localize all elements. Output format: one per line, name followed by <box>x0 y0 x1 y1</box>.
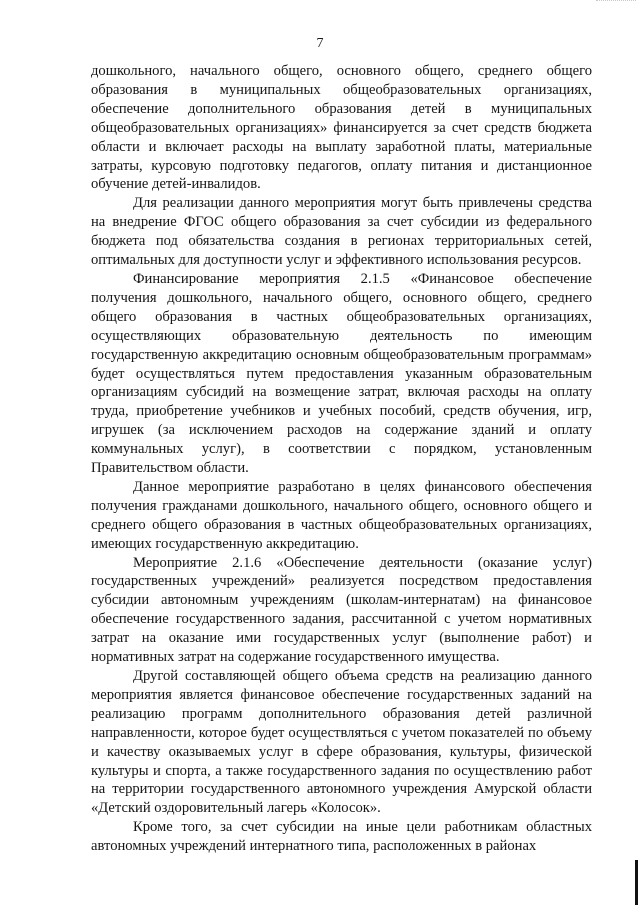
document-body <box>91 62 592 856</box>
paragraph-other-component: Другой составляющей общего объема средств на реализацию данного мероприятия является финансовое обеспечение государственных заданий на реализацию программ дополнительного образования детей различной направленности, которое будет осуществляться с учетом показателей по объему и качеству оказываемых услуг в сфере образования, культуры, физической культуры и спорта, а также государственного задания по осуществлению работ на территории государственного автономного учреждения Амурской области «Детский оздоровительный лагерь «Колосок». <box>91 668 592 817</box>
paragraph-measure-purpose: Данное мероприятие разработано в целях финансового обеспечения получения гражданами дошкольного, начального общего, основного общего и среднего общего образования в частных общеобразовательных организациях, имеющих государственную аккредитацию. <box>91 478 592 552</box>
scan-edge-mark <box>596 0 636 5</box>
page-number: 7 <box>316 36 324 51</box>
paragraph-additional-subsidy: Кроме того, за счет субсидии на иные цели работникам областных автономных учреждений интернатного типа, расположенных в районах <box>91 819 592 855</box>
paragraph-measure-2-1-6: Мероприятие 2.1.6 «Обеспечение деятельности (оказание услуг) государственных учреждений» реализуется посредством предоставления субсидии автономным учреждениям (школам-интернатам) на финансовое обеспечение государственного задания, рассчитанной с учетом нормативных затрат на оказание ими государственных услуг (выполнение работ) и нормативных затрат на содержание государственного имущества. <box>91 554 592 666</box>
scan-edge-shadow <box>635 860 638 905</box>
paragraph-measure-2-1-5: Финансирование мероприятия 2.1.5 «Финансовое обеспечение получения дошкольного, начального общего, основного общего, среднего общего образования в частных общеобразовательных организациях, осуществляющих образовательную деятельность по имеющим государственную аккредитацию основным общеобразовательным программам» будет осуществляться путем предоставления указанным образовательным организациям субсидий на возмещение затрат, включая расходы на оплату труда, приобретение учебников и учебных пособий, средств обучения, игр, игрушек (за исключением расходов на содержание зданий и оплату коммунальных услуг), в соответствии с порядком, установленным Правительством области. <box>91 270 592 477</box>
paragraph-funding-municipal: дошкольного, начального общего, основного общего, среднего общего образования в муниципальных общеобразовательных организациях, обеспечение дополнительного образования детей в муниципальных общеобразовательных организациях» финансируется за счет средств бюджета области и включает расходы на выплату заработной платы, материальные затраты, курсовую подготовку педагогов, оплату питания и дистанционное обучение детей-инвалидов. <box>91 63 592 193</box>
paragraph-fgos-subsidy: Для реализации данного мероприятия могут быть привлечены средства на внедрение ФГОС общего образования за счет субсидии из федерального бюджета под обязательства создания в регионах территориальных сетей, оптимальных для доступности услуг и эффективного использования ресурсов. <box>91 195 592 269</box>
